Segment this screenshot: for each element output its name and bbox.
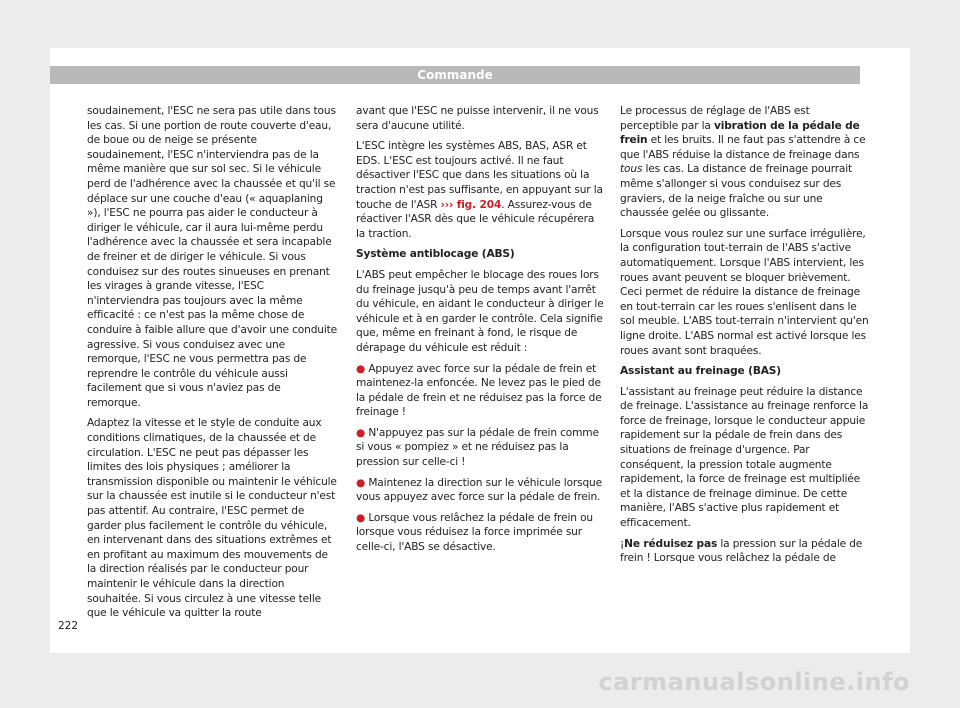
text-column-2 — [356, 104, 606, 561]
section-header: Commande — [50, 66, 860, 84]
subheading-abs: Système antiblocage (ABS) — [356, 248, 515, 261]
bullet-icon: ● — [356, 362, 366, 375]
watermark: carmanualsonline.info — [598, 668, 910, 696]
subheading-bas: Assistant au freinage (BAS) — [620, 365, 781, 378]
page-number: 222 — [58, 620, 79, 632]
text-column-1 — [87, 104, 337, 627]
paragraph: L'assistant au freinage peut réduire la distance de freinage. L'assistance au freinage renforce la force de freinage, lorsque le conducteur appuie rapidement sur la pédale de frein dans des situations de freinage d'urgence. Par conséquent, la pression totale augmente rapidement, la force de freinage est multipliée et la distance de freinage diminue. De cette manière, l'ABS s'active plus rapidement et efficacement. — [620, 385, 869, 530]
paragraph: L'ESC intègre les systèmes ABS, BAS, ASR et EDS. L'ESC est toujours activé. Il ne faut désactiver l'ESC que dans les situations où la traction n'est pas suffisante, en appuyant sur la touche de l'ASR ››› fig. 204. Assurez-vous de réactiver l'ASR dès que le véhicule récupérera la traction. — [356, 140, 603, 240]
figure-reference-link[interactable]: ››› fig. 204 — [440, 198, 502, 211]
list-item: ● Appuyez avec force sur la pédale de frein et maintenez-la enfoncée. Ne levez pas le pied de la pédale de frein et ne réduisez pas la force de freinage ! — [356, 362, 602, 419]
paragraph: Le processus de réglage de l'ABS est perceptible par la vibration de la pédale de frein et les bruits. Il ne faut pas s'attendre à ce que l'ABS réduise la distance de freinage dans tous les cas. La distance de freinage pourrait même s'allonger si vous conduisez sur des graviers, de la neige fraîche ou sur une chaussée gelée ou glissante. — [620, 105, 866, 220]
list-item: ● Maintenez la direction sur le véhicule lorsque vous appuyez avec force sur la pédale de frein. — [356, 476, 602, 504]
bullet-icon: ● — [356, 511, 366, 524]
paragraph: ¡Ne réduisez pas la pression sur la pédale de frein ! Lorsque vous relâchez la pédale de — [620, 537, 863, 565]
list-item: ● Lorsque vous relâchez la pédale de frein ou lorsque vous réduisez la force imprimée sur celle-ci, l'ABS se désactive. — [356, 511, 593, 554]
paragraph: avant que l'ESC ne puisse intervenir, il ne vous sera d'aucune utilité. — [356, 105, 599, 132]
paragraph: L'ABS peut empêcher le blocage des roues lors du freinage jusqu'à peu de temps avant l'arrêt du véhicule, en aidant le conducteur à diriger le véhicule et à en garder le contrôle. Cela signifie que, même en freinant à fond, le risque de dérapage du véhicule est réduit : — [356, 268, 604, 354]
paragraph: Adaptez la vitesse et le style de conduite aux conditions climatiques, de la chaussée et de circulation. L'ESC ne peut pas dépasser les limites des lois physiques ; améliorer la transmission disponible ou maintenir le véhicule sur la chaussée est inutile si le conducteur n'est pas attentif. Au contraire, l'ESC permet de garder plus facilement le contrôle du véhicule, en intervenant dans des situations extrêmes et en profitant au maximum des mouvements de la direction réalisés par le conducteur pour maintenir le véhicule dans la direction souhaitée. Si vous circulez à une vitesse telle que le véhicule va quitter la route — [87, 417, 337, 620]
paragraph: Lorsque vous roulez sur une surface irrégulière, la configuration tout-terrain de l'ABS s'active automatiquement. Lorsque l'ABS intervient, les roues avant peuvent se bloquer brièvement. Ceci permet de réduire la distance de freinage en tout-terrain car les roues s'enlisent dans le sol meuble. L'ABS tout-terrain n'intervient qu'en ligne droite. L'ABS normal est activé lorsque les roues avant sont braquées. — [620, 227, 869, 357]
text-column-3 — [620, 104, 870, 572]
paragraph: soudainement, l'ESC ne sera pas utile dans tous les cas. Si une portion de route couverte d'eau, de boue ou de neige se présente soudainement, l'ESC n'interviendra pas de la même manière que sur sol sec. Si le véhicule perd de l'adhérence avec la chaussée et qu'il se déplace sur une couche d'eau (« aquaplaning »), l'ESC ne pourra pas aider le conducteur à diriger le véhicule, car il aura lui-même perdu l'adhérence avec la chaussée et sera incapable de freiner et de diriger le véhicule. Si vous conduisez sur des routes sinueuses en prenant les virages à grande vitesse, l'ESC n'interviendra pas toujours avec la même efficacité : ce n'est pas la même chose de conduire à faible allure que d'avoir une conduite agressive. Si vous conduisez avec une remorque, l'ESC ne vous permettra pas de reprendre le contrôle du véhicule aussi facilement que si vous n'aviez pas de remorque. — [87, 105, 337, 409]
list-item: ● N'appuyez pas sur la pédale de frein comme si vous « pompiez » et ne réduisez pas la pression sur celle-ci ! — [356, 426, 599, 469]
bullet-icon: ● — [356, 426, 366, 439]
bullet-icon: ● — [356, 476, 366, 489]
